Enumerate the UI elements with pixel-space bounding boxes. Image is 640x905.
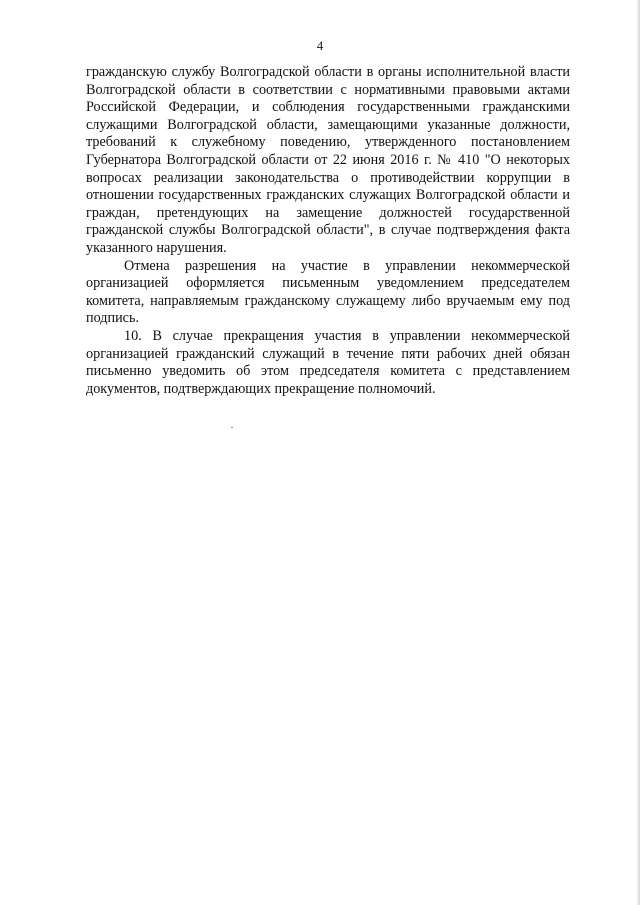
page-number: 4 [316,38,324,53]
scan-speck [231,427,233,428]
document-body [86,64,570,398]
paragraph-item-10: 10. В случае прекращения участия в управлении некоммерческой организацией гражданский служащий в течение пяти рабочих дней обязан письменно уведомить об этом председателя комитета с представлением документов, подтверждающих прекращение полномочий. [86,327,570,397]
paragraph-continuation: гражданскую службу Волгоградской области в органы исполнительной власти Волгоградской области в соответствии с нормативными правовыми актами Российской Федерации, и соблюдения государственными гражданскими служащими Волгоградской области, замещающими указанные должности, требований к служебному поведению, утвержденного постановлением Губернатора Волгоградской области от 22 июня 2016 г. № 410 "О некоторых вопросах реализации законодательства о противодействии коррупции в отношении государственных гражданских служащих Волгоградской области и граждан, претендующих на замещение должностей государственной гражданской службы Волгоградской области", в случае подтверждения факта указанного нарушения. [86,64,570,256]
paragraph-revocation: Отмена разрешения на участие в управлении некоммерческой организацией оформляется письменным уведомлением председателем комитета, направляемым гражданскому служащему либо вручаемым ему под подпись. [86,257,570,327]
